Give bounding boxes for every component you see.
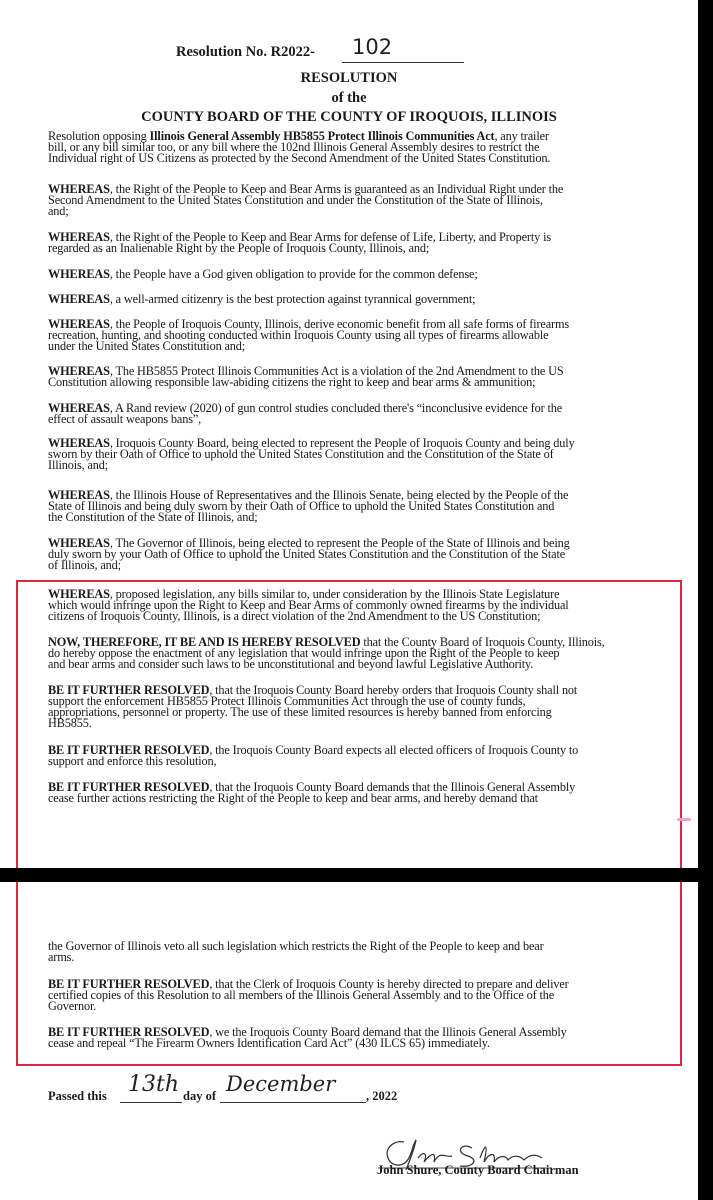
chairman-name: John Shure, County Board Chairman xyxy=(377,1163,579,1177)
clause-line: support and enforce this resolution, xyxy=(48,754,217,768)
passed-day-of: day of xyxy=(183,1089,216,1103)
clause-line: which would infringe upon the Right to Keep and Bear Arms of commonly owned firearms by the individual xyxy=(48,598,569,612)
passed-day: 13th xyxy=(128,1072,180,1097)
document-title: RESOLUTION xyxy=(300,70,398,86)
clause-line: cease further actions restricting the Right of the People to keep and bear arms, and hereby demand that xyxy=(48,791,538,805)
clause-line: Governor. xyxy=(48,999,97,1013)
clause-line: duly sworn by your Oath of Office to uphold the United States Constitution and the Constitution of the State xyxy=(48,547,566,561)
clause-line: BE IT FURTHER RESOLVED, that the Iroquois County Board hereby orders that Iroquois County shall not xyxy=(48,683,578,697)
pink-mark xyxy=(677,818,691,821)
resolution-number-underline xyxy=(342,62,464,63)
resolution-label: Resolution No. R2022- xyxy=(176,44,315,60)
clause-line: BE IT FURTHER RESOLVED, that the Clerk of Iroquois County is hereby directed to prepare and deliver xyxy=(48,977,569,991)
resolution-number: 102 xyxy=(352,35,393,59)
clause-line: HB5855. xyxy=(48,716,92,730)
clause-line: recreation, hunting, and shooting conducted within Iroquois County using all types of firearms allowable xyxy=(48,328,549,342)
clause-line: NOW, THEREFORE, IT BE AND IS HEREBY RESOLVED that the County Board of Iroquois County, Illinois, xyxy=(48,635,605,649)
clause-line: WHEREAS, A Rand review (2020) of gun control studies concluded there's “inconclusive evidence for the xyxy=(48,401,563,415)
clause-line: cease and repeal “The Firearm Owners Identification Card Act” (430 ILCS 65) immediately. xyxy=(48,1036,490,1050)
clause-line: WHEREAS, the Right of the People to Keep and Bear Arms is guaranteed as an Individual Right under the xyxy=(48,182,564,196)
clause-line: BE IT FURTHER RESOLVED, we the Iroquois County Board demand that the Illinois General Assembly xyxy=(48,1025,567,1039)
document-page-2 xyxy=(0,882,698,1200)
document-of-the: of the xyxy=(331,90,367,106)
intro-line-1: Resolution opposing Illinois General Assembly HB5855 Protect Illinois Communities Act, any trailer xyxy=(48,129,549,143)
clause-line: citizens of Iroquois County, Illinois, is a direct violation of the 2nd Amendment to the US Constitution; xyxy=(48,609,541,623)
clause-line: regarded as an Inalienable Right by the People of Iroquois County, Illinois, and; xyxy=(48,241,430,255)
clause-line: WHEREAS, the Right of the People to Keep and Bear Arms for defense of Life, Liberty, and Property is xyxy=(48,230,551,244)
passed-label: Passed this xyxy=(48,1089,107,1103)
clause-line: certified copies of this Resolution to all members of the Illinois General Assembly and to the Office of the xyxy=(48,988,555,1002)
clause-line: do hereby oppose the enactment of any legislation that would infringe upon the Right of the People to keep xyxy=(48,646,560,660)
clause-line: and; xyxy=(48,204,69,218)
month-underline xyxy=(220,1102,366,1103)
clause-line: and bear arms and consider such laws to be unconstitutional and beyond lawful Legislative Authority. xyxy=(48,657,534,671)
clause-line: WHEREAS, the Illinois House of Representatives and the Illinois Senate, being elected by the People of the xyxy=(48,488,569,502)
continuation-line: the Governor of Illinois veto all such legislation which restricts the Right of the People to keep and bear xyxy=(48,939,544,953)
clause-line: appropriations, personnel or property. The use of these limited resources is hereby banned from enforcing xyxy=(48,705,552,719)
clause-line: sworn by their Oath of Office to uphold the United States Constitution and the Constitution of the State of xyxy=(48,447,554,461)
clause-line: Illinois, and; xyxy=(48,458,109,472)
screen-edge xyxy=(698,0,713,1200)
clause-line: WHEREAS, a well-armed citizenry is the best protection against tyrannical government; xyxy=(48,292,476,306)
clause-line: WHEREAS, the People of Iroquois County, Illinois, derive economic benefit from all safe forms of firearms xyxy=(48,317,569,331)
clause-line: Second Amendment to the United States Constitution and under the Constitution of the State of Illinois, xyxy=(48,193,543,207)
clause-line: of Illinois, and; xyxy=(48,558,121,572)
day-underline xyxy=(120,1102,182,1103)
clause-line: WHEREAS, Iroquois County Board, being elected to represent the People of Iroquois County and being duly xyxy=(48,436,575,450)
clause-line: State of Illinois and being duly sworn by their Oath of Office to uphold the United States Constitution and xyxy=(48,499,555,513)
clause-line: Constitution allowing responsible law-abiding citizens the right to keep and bear arms & ammunition; xyxy=(48,375,536,389)
clause-line: the Constitution of the State of Illinois, and; xyxy=(48,510,258,524)
county-board-heading: COUNTY BOARD OF THE COUNTY OF IROQUOIS, ILLINOIS xyxy=(141,109,557,125)
page-separator xyxy=(0,868,713,882)
passed-year: , 2022 xyxy=(366,1089,398,1103)
clause-line: WHEREAS, The Governor of Illinois, being elected to represent the People of the State of Illinois and being xyxy=(48,536,570,550)
clause-line: WHEREAS, proposed legislation, any bills similar to, under consideration by the Illinois State Legislature xyxy=(48,587,560,601)
clause-line: BE IT FURTHER RESOLVED, that the Iroquois County Board demands that the Illinois General Assembly xyxy=(48,780,576,794)
clause-line: support the enforcement HB5855 Protect Illinois Communities Act through the use of county funds, xyxy=(48,694,526,708)
intro-line-2: bill, or any bill similar too, or any bill where the 102nd Illinois General Assembly desires to restrict the xyxy=(48,140,540,154)
clause-line: effect of assault weapons bans”, xyxy=(48,412,202,426)
intro-line-3: Individual right of US Citizens as protected by the Second Amendment of the United States Constitution. xyxy=(48,151,551,165)
continuation-line: arms. xyxy=(48,950,75,964)
clause-line: WHEREAS, the People have a God given obligation to provide for the common defense; xyxy=(48,267,478,281)
clause-line: under the United States Constitution and; xyxy=(48,339,246,353)
clause-line: WHEREAS, The HB5855 Protect Illinois Communities Act is a violation of the 2nd Amendment to the US xyxy=(48,364,564,378)
passed-month: December xyxy=(226,1072,336,1096)
clause-line: BE IT FURTHER RESOLVED, the Iroquois County Board expects all elected officers of Iroquois County to xyxy=(48,743,579,757)
